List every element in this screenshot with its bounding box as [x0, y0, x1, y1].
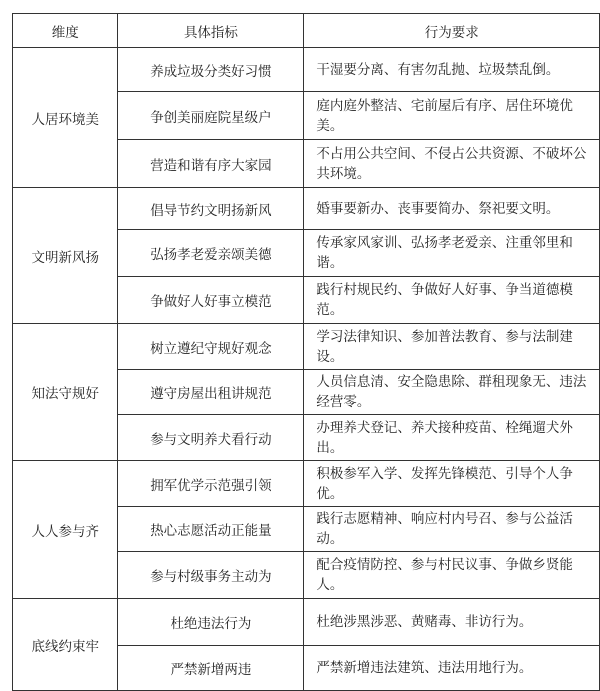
indicator-cell: 争做好人好事立模范 — [118, 277, 304, 324]
table-header-row — [13, 14, 600, 48]
table-row — [13, 324, 600, 370]
header-indicator: 具体指标 — [118, 14, 304, 48]
indicator-cell: 遵守房屋出租讲规范 — [118, 370, 304, 415]
requirement-cell: 传承家风家训、弘扬孝老爱亲、注重邻里和谐。 — [304, 230, 600, 277]
requirement-cell: 人员信息清、安全隐患除、群租现象无、违法经营零。 — [304, 370, 600, 415]
dimension-cell: 人居环境美 — [13, 48, 118, 188]
table-row — [13, 599, 600, 646]
table-row — [13, 188, 600, 230]
requirement-cell: 庭内庭外整洁、宅前屋后有序、居住环境优美。 — [304, 92, 600, 140]
indicator-cell: 争创美丽庭院星级户 — [118, 92, 304, 140]
indicator-cell: 弘扬孝老爱亲颂美德 — [118, 230, 304, 277]
indicator-cell: 养成垃圾分类好习惯 — [118, 48, 304, 92]
header-requirement: 行为要求 — [304, 14, 600, 48]
indicator-cell: 参与文明养犬看行动 — [118, 415, 304, 461]
indicator-cell: 营造和谐有序大家园 — [118, 140, 304, 188]
requirement-cell: 严禁新增违法建筑、违法用地行为。 — [304, 646, 600, 691]
requirement-cell: 学习法律知识、参加普法教育、参与法制建设。 — [304, 324, 600, 370]
indicator-cell: 树立遵纪守规好观念 — [118, 324, 304, 370]
indicator-cell: 杜绝违法行为 — [118, 599, 304, 646]
indicator-cell: 拥军优学示范强引领 — [118, 461, 304, 507]
dimension-cell: 底线约束牢 — [13, 599, 118, 691]
requirement-cell: 不占用公共空间、不侵占公共资源、不破坏公共环境。 — [304, 140, 600, 188]
header-dimension: 维度 — [13, 14, 118, 48]
requirement-cell: 配合疫情防控、参与村民议事、争做乡贤能人。 — [304, 552, 600, 599]
dimension-cell: 文明新风扬 — [13, 188, 118, 324]
indicator-cell: 倡导节约文明扬新风 — [118, 188, 304, 230]
dimension-cell: 人人参与齐 — [13, 461, 118, 599]
dimension-cell: 知法守规好 — [13, 324, 118, 461]
requirement-cell: 婚事要新办、丧事要简办、祭祀要文明。 — [304, 188, 600, 230]
requirement-cell: 践行村规民约、争做好人好事、争当道德模范。 — [304, 277, 600, 324]
table-row — [13, 48, 600, 92]
requirement-cell: 办理养犬登记、养犬接种疫苗、栓绳遛犬外出。 — [304, 415, 600, 461]
requirement-cell: 积极参军入学、发挥先锋模范、引导个人争优。 — [304, 461, 600, 507]
indicator-cell: 严禁新增两违 — [118, 646, 304, 691]
indicator-cell: 热心志愿活动正能量 — [118, 507, 304, 552]
requirement-cell: 杜绝涉黑涉恶、黄赌毒、非访行为。 — [304, 599, 600, 646]
table-row — [13, 461, 600, 507]
indicator-cell: 参与村级事务主动为 — [118, 552, 304, 599]
table-wrapper — [12, 13, 600, 691]
requirement-cell: 干湿要分离、有害勿乱抛、垃圾禁乱倒。 — [304, 48, 600, 92]
behavior-standards-table — [12, 13, 600, 691]
requirement-cell: 践行志愿精神、响应村内号召、参与公益活动。 — [304, 507, 600, 552]
